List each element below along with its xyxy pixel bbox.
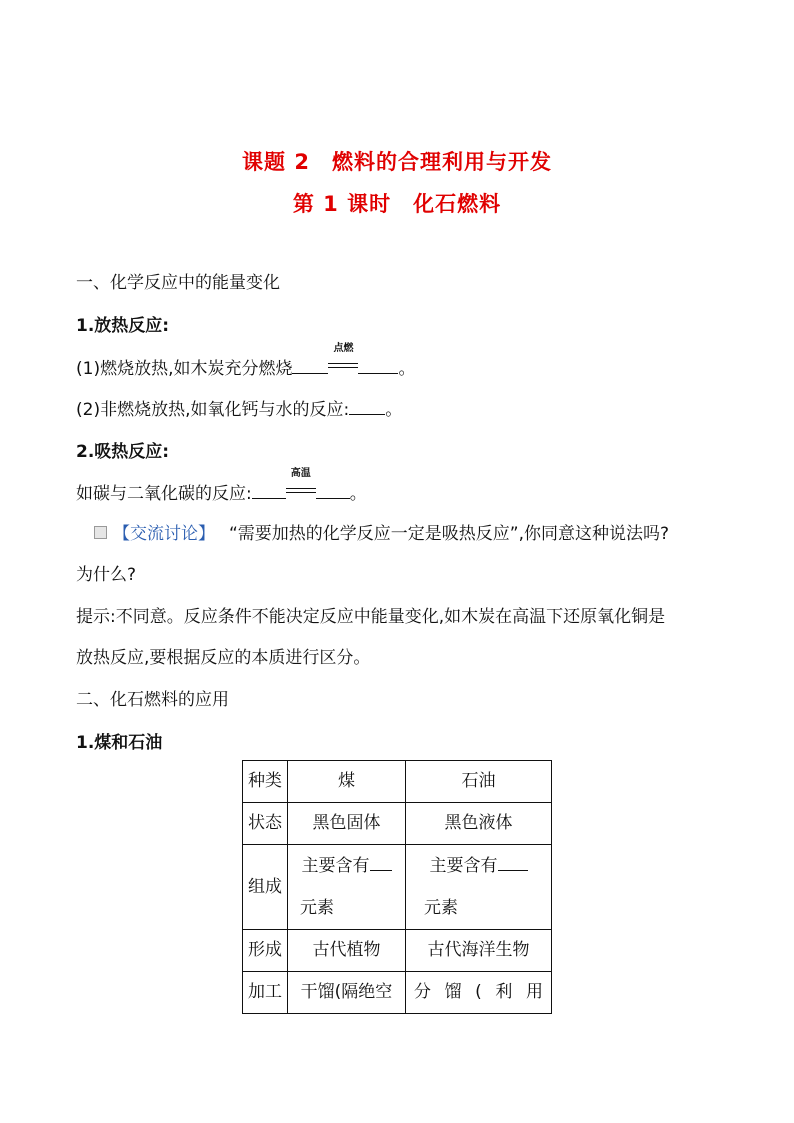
cell-char: 利 <box>495 982 513 1002</box>
cell-char: 馏 <box>444 982 462 1002</box>
section1-heading: 一、化学反应中的能量变化 <box>76 273 280 293</box>
equals-sign <box>286 488 316 493</box>
cell-text: 主要含有 <box>301 856 370 876</box>
exothermic-heading: 1.放热反应: <box>76 316 170 336</box>
section2-heading: 二、化石燃料的应用 <box>76 690 229 710</box>
page-title: 课题 2 燃料的合理利用与开发 <box>242 150 552 174</box>
cell-char: ( <box>475 982 482 1002</box>
row-label: 加工 <box>243 972 288 1014</box>
row-label: 形成 <box>243 930 288 972</box>
answer-blank[interactable] <box>498 856 528 871</box>
table-header-cell: 煤 <box>288 761 406 803</box>
discussion-question-line1: “需要加热的化学反应一定是吸热反应”,你同意这种说法吗? <box>229 524 670 544</box>
table-header-cell: 石油 <box>406 761 552 803</box>
discussion-label: 【交流讨论】 <box>113 524 215 544</box>
exothermic-item-1 <box>76 343 416 381</box>
coal-oil-heading: 1.煤和石油 <box>76 733 163 753</box>
answer-blank[interactable] <box>252 484 286 499</box>
table-cell <box>406 845 552 930</box>
discussion-question <box>94 522 669 546</box>
exothermic-item-1-text: (1)燃烧放热,如木炭充分燃烧 <box>76 359 293 379</box>
table-cell: 黑色液体 <box>406 803 552 845</box>
cell-text: 元素 <box>300 898 334 918</box>
endothermic-item <box>76 468 367 506</box>
table-row <box>243 845 552 930</box>
endothermic-heading: 2.吸热反应: <box>76 442 170 462</box>
reaction-condition <box>286 468 316 499</box>
row-label: 组成 <box>243 845 288 930</box>
table-cell: 古代海洋生物 <box>406 930 552 972</box>
period: 。 <box>385 400 403 420</box>
reaction-condition <box>328 343 358 374</box>
endothermic-item-text: 如碳与二氧化碳的反应: <box>76 484 252 504</box>
discussion-icon <box>94 526 107 539</box>
hint-line2: 放热反应,要根据反应的本质进行区分。 <box>76 648 371 668</box>
condition-label: 高温 <box>290 468 311 479</box>
table-row <box>243 972 552 1014</box>
table-cell: 古代植物 <box>288 930 406 972</box>
answer-blank[interactable] <box>292 359 328 374</box>
answer-blank[interactable] <box>370 856 392 871</box>
condition-label: 点燃 <box>333 343 354 354</box>
exothermic-item-2 <box>76 398 402 422</box>
table-row <box>243 803 552 845</box>
exothermic-item-2-text: (2)非燃烧放热,如氧化钙与水的反应: <box>76 400 350 420</box>
answer-blank[interactable] <box>316 484 350 499</box>
fuel-comparison-table <box>242 760 552 1014</box>
table-cell <box>288 845 406 930</box>
table-cell: 黑色固体 <box>288 803 406 845</box>
table-header-cell: 种类 <box>243 761 288 803</box>
page-subtitle: 第 1 课时 化石燃料 <box>292 192 502 216</box>
period: 。 <box>398 359 416 379</box>
cell-text: 主要含有 <box>429 856 498 876</box>
table-cell <box>406 972 552 1014</box>
row-label: 状态 <box>243 803 288 845</box>
period: 。 <box>349 484 367 504</box>
answer-blank[interactable] <box>349 400 385 415</box>
cell-char: 用 <box>525 982 543 1002</box>
equals-sign <box>328 363 358 368</box>
answer-blank[interactable] <box>358 359 398 374</box>
table-header-row <box>243 761 552 803</box>
cell-text: 元素 <box>424 898 458 918</box>
discussion-question-line2: 为什么? <box>76 565 137 585</box>
cell-char: 分 <box>414 982 431 1002</box>
table-row <box>243 930 552 972</box>
table-cell: 干馏(隔绝空 <box>288 972 406 1014</box>
hint-line1: 提示:不同意。反应条件不能决定反应中能量变化,如木炭在高温下还原氧化铜是 <box>76 607 666 627</box>
